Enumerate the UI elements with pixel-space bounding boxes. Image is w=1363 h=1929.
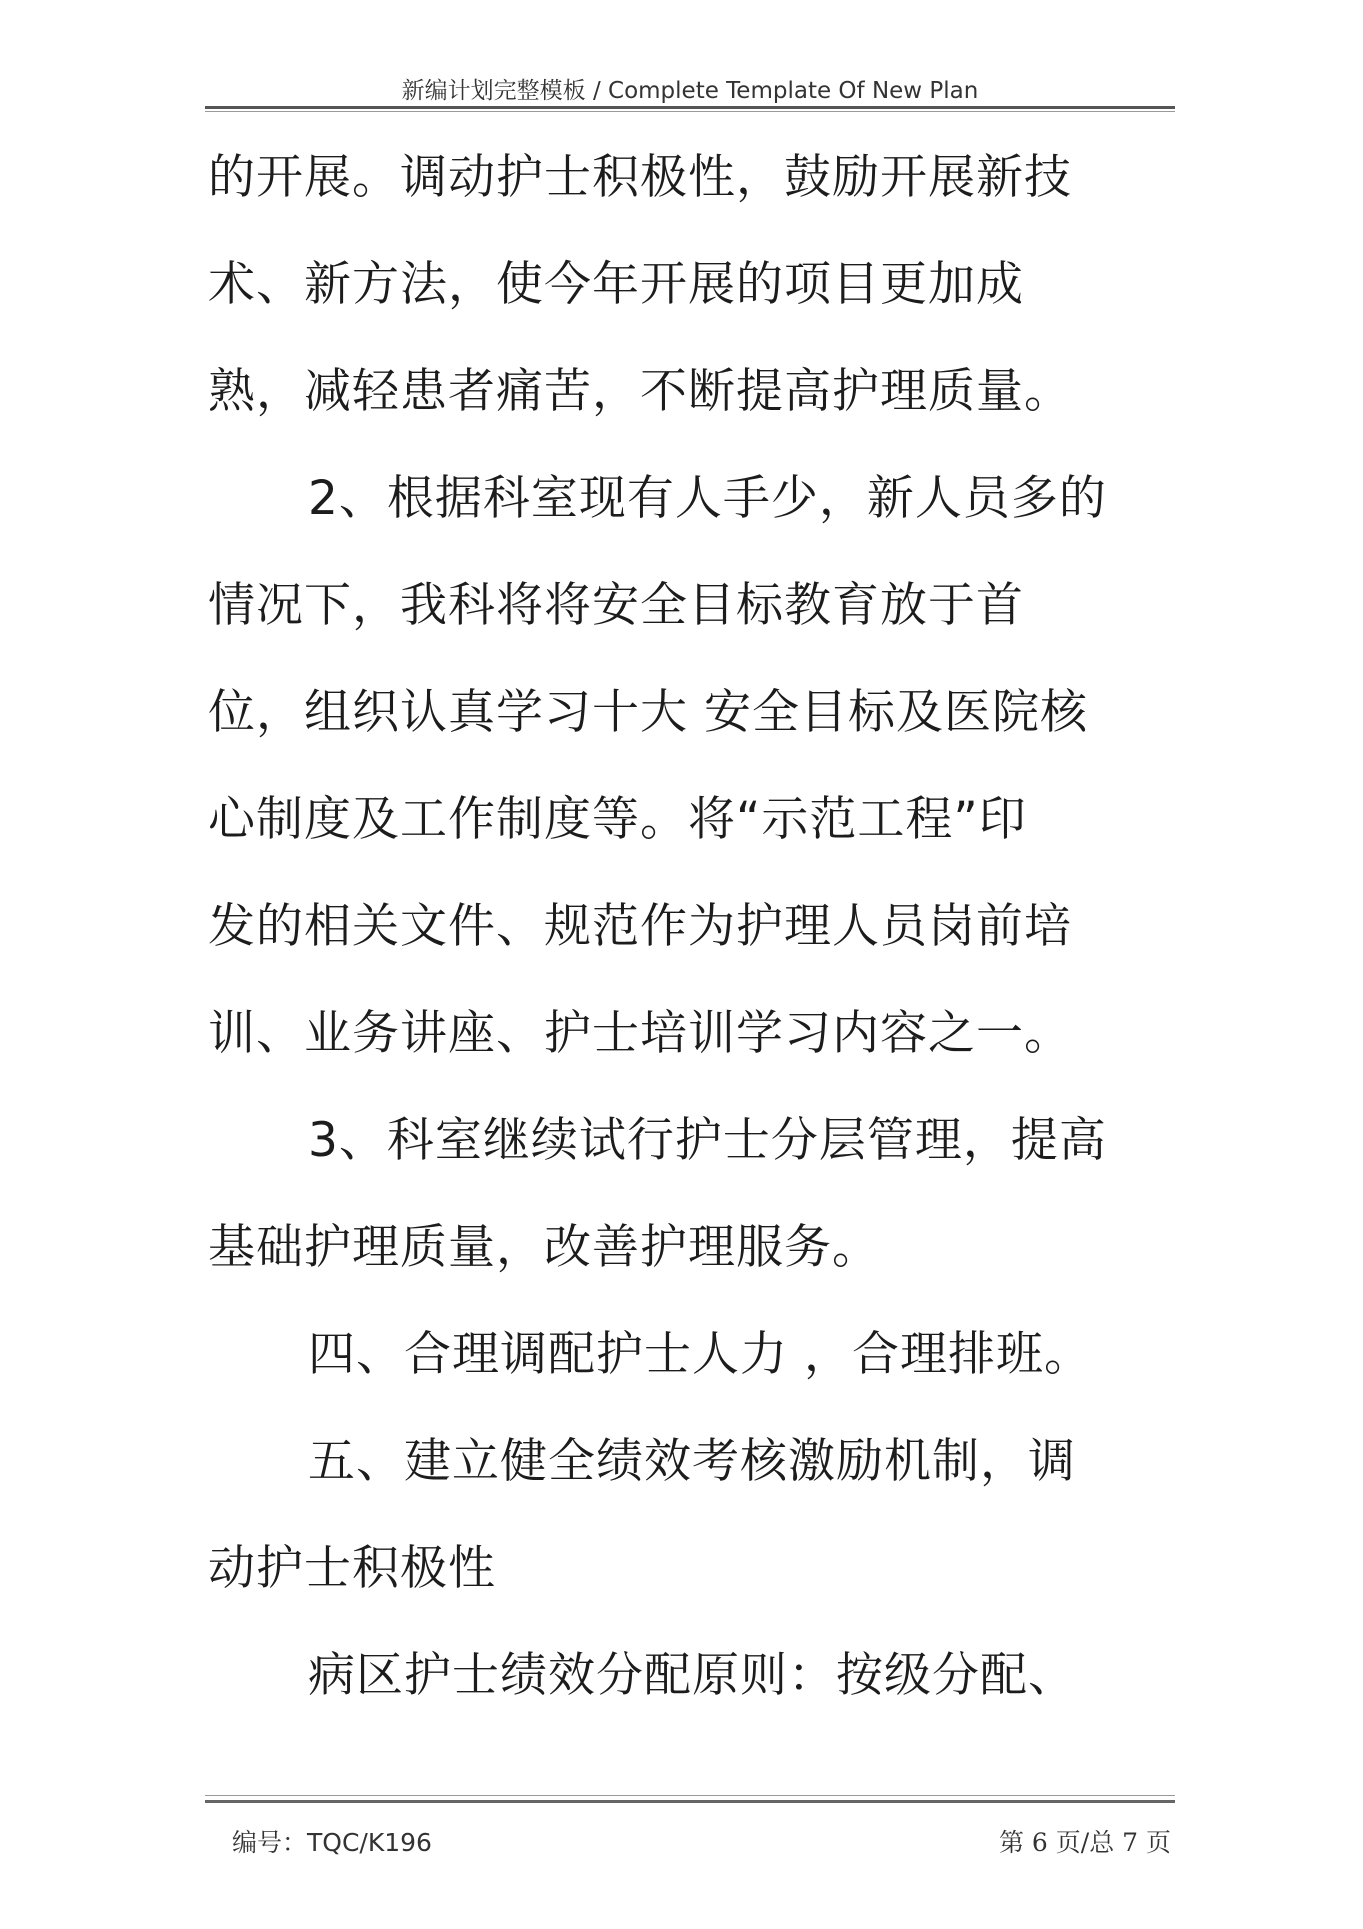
body-line: 基础护理质量，改善护理服务。 [208,1220,880,1275]
body-line: 四、合理调配护士人力 ，合理排班。 [308,1327,1092,1382]
body-line: 情况下，我科将将安全目标教育放于首 [208,578,1024,633]
body-line: 病区护士绩效分配原则：按级分配、 [308,1648,1076,1703]
footer-divider-thin [205,1795,1175,1796]
header-divider [205,106,1175,109]
footer-divider [205,1800,1175,1803]
body-line: 心制度及工作制度等。将“示范工程”印 [208,792,1027,847]
body-line: 五、建立健全绩效考核激励机制，调 [308,1434,1076,1489]
body-line: 发的相关文件、规范作为护理人员岗前培 [208,899,1072,954]
body-line: 位，组织认真学习十大 安全目标及医院核 [208,685,1088,740]
footer-page-info: 第 6 页/总 7 页 [998,1828,1171,1857]
body-line: 熟，减轻患者痛苦，不断提高护理质量。 [208,364,1072,419]
body-line: 3、科室继续试行护士分层管理，提高 [308,1113,1107,1168]
body-line: 训、业务讲座、护士培训学习内容之一。 [208,1006,1072,1061]
footer-doc-number: 编号：TQC/K196 [232,1828,432,1857]
body-line: 术、新方法，使今年开展的项目更加成 [208,257,1024,312]
header-title: 新编计划完整模板 / Complete Template Of New Plan [401,78,979,104]
header-divider-thin [205,111,1175,112]
body-line: 的开展。调动护士积极性，鼓励开展新技 [208,150,1072,205]
body-line: 动护士积极性 [208,1541,496,1596]
body-line: 2、根据科室现有人手少，新人员多的 [308,471,1107,526]
body-text [208,124,1168,1729]
